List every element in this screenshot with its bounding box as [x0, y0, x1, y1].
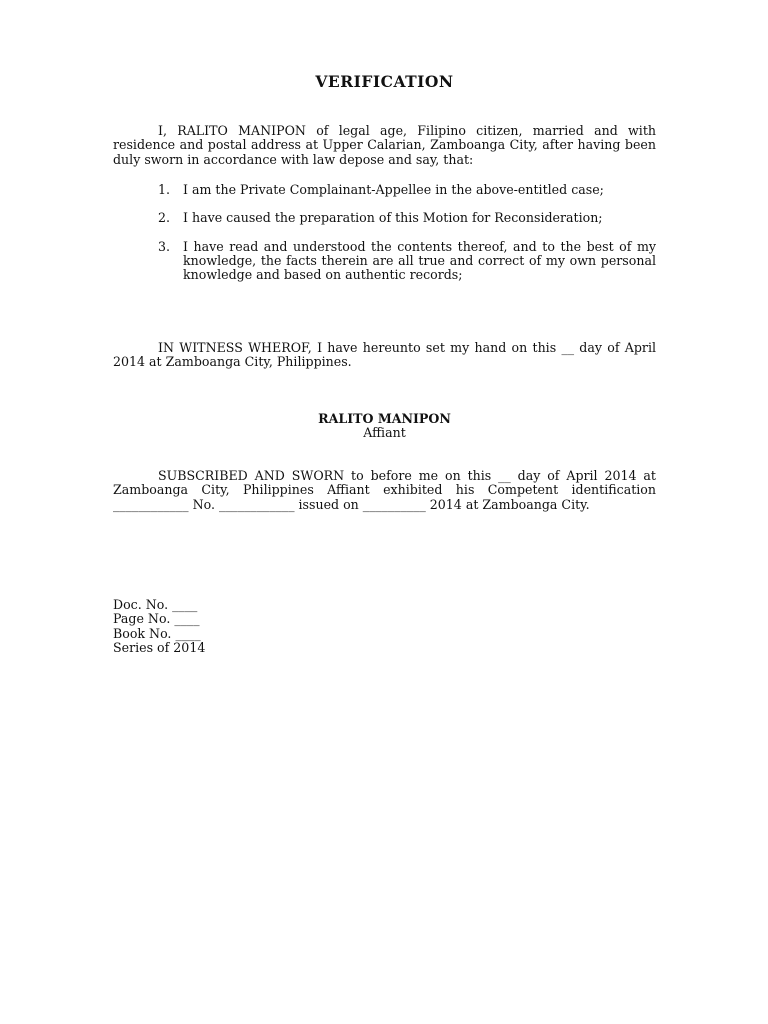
list-item — [158, 211, 656, 225]
jurat-paragraph: SUBSCRIBED AND SWORN to before me on this __ day of April 2014 at Zamboanga City, Philippines Affiant exhibited his Competent identification ____________ No. ____________ issued on __________ 2014 at Zamboanga City. — [113, 468, 656, 512]
list-item-number: 1. — [158, 182, 171, 197]
page-number: Page No. ____ — [113, 611, 200, 627]
notarial-register — [113, 598, 413, 655]
document-title: VERIFICATION — [315, 72, 454, 91]
book-number: Book No. ____ — [113, 625, 201, 641]
affiant-name: RALITO MANIPON — [318, 411, 451, 426]
list-item — [158, 240, 656, 283]
series-year: Series of 2014 — [113, 639, 206, 655]
signature-block — [113, 412, 656, 441]
averments-list — [158, 183, 656, 296]
list-item-number: 3. — [158, 238, 171, 254]
list-item-text: I have read and understood the contents thereof, and to the best of my knowledge, the facts therein are all true and correct of my own personal knowledge and based on authentic records; — [183, 238, 656, 283]
list-item — [158, 183, 656, 197]
intro-paragraph: I, RALITO MANIPON of legal age, Filipino citizen, married and with residence and postal address at Upper Calarian, Zamboanga City, after having been duly sworn in accordance with law depose and say, that: — [113, 123, 656, 167]
affiant-role: Affiant — [363, 425, 406, 441]
list-item-text: I have caused the preparation of this Motion for Reconsideration; — [183, 210, 603, 226]
doc-number: Doc. No. ____ — [113, 597, 198, 612]
witness-paragraph: IN WITNESS WHEROF, I have hereunto set my hand on this __ day of April 2014 at Zamboanga City, Philippines. — [113, 340, 656, 370]
list-item-text: I am the Private Complainant-Appellee in the above-entitled case; — [183, 182, 604, 197]
list-item-number: 2. — [158, 210, 171, 226]
